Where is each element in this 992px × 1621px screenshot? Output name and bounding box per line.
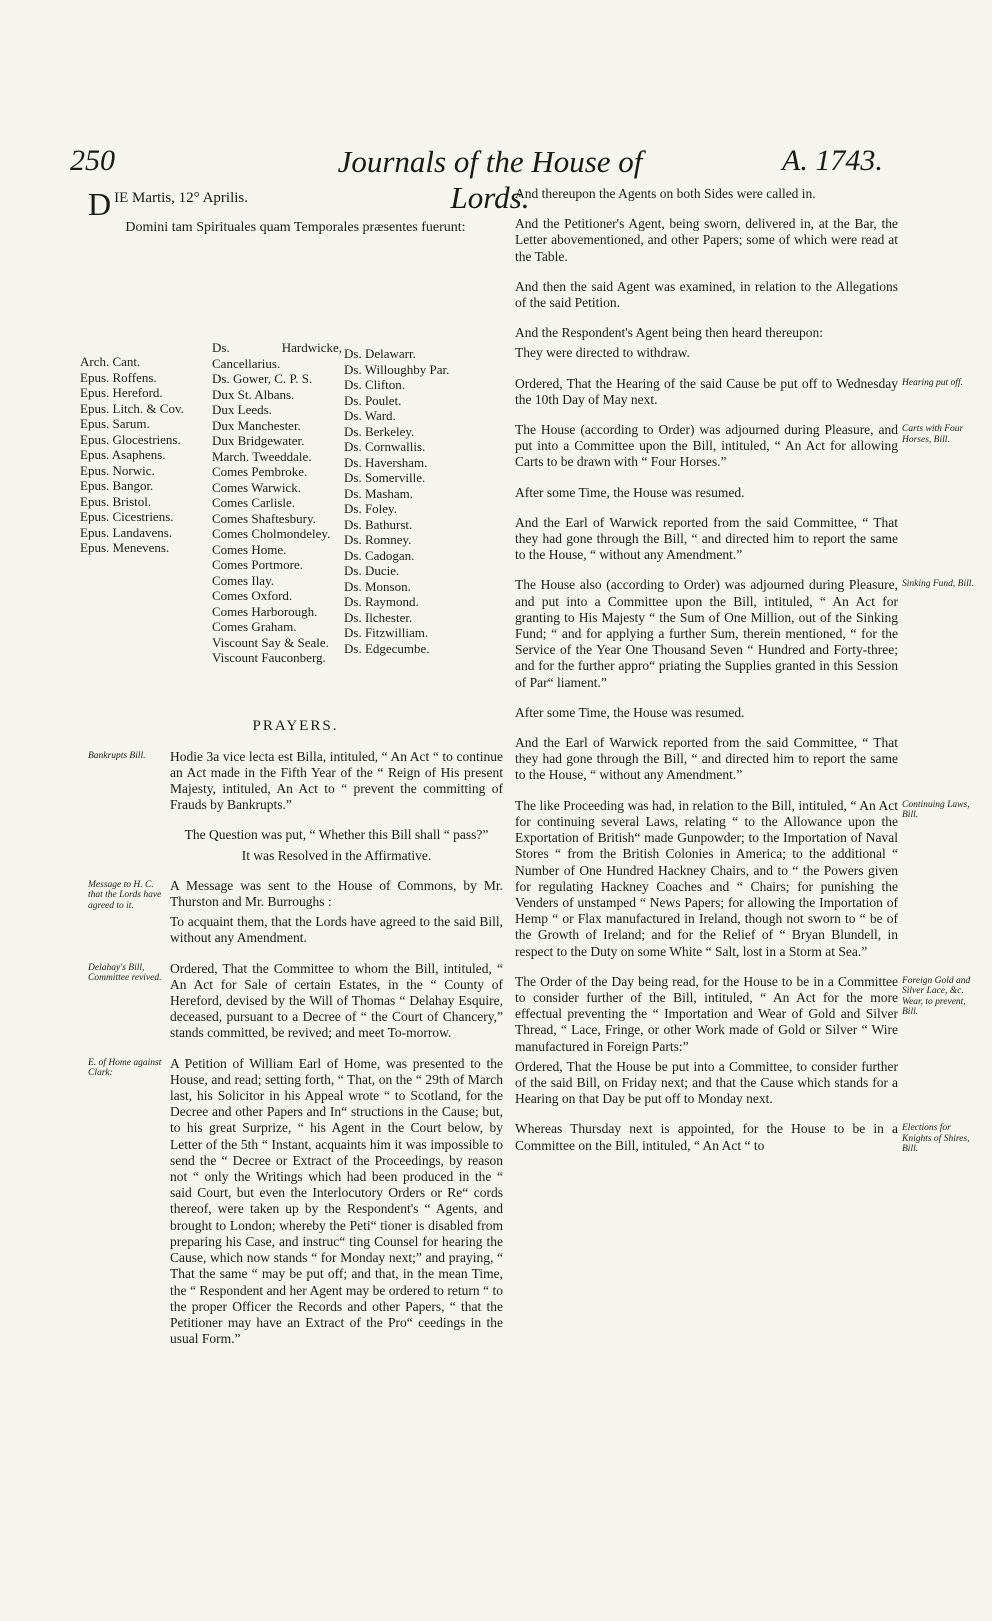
entry-paragraph (170, 827, 503, 843)
paragraph-text: And the Earl of Warwick reported from the said Committee, “ That they had gone through the Bill, “ and directed him to report the same to the House, “ without any Amendment.” (515, 735, 898, 783)
margin-note: Message to H. C. that the Lords have agreed to it. (88, 879, 162, 911)
entry-paragraph (515, 705, 898, 721)
entry-paragraph (88, 1055, 503, 1348)
entry-paragraph (170, 914, 503, 946)
paragraph-text: They were directed to withdraw. (515, 345, 690, 361)
margin-note: Foreign Gold and Silver Lace, &c. Wear, to prevent, Bill. (902, 975, 971, 1018)
prayers-heading: PRAYERS. (252, 718, 339, 735)
lord-entry: Ds. Cornwallis. (344, 439, 426, 455)
lord-entry: Epus. Bristol. (80, 493, 152, 509)
lord-entry: Ds. Romney. (344, 532, 412, 548)
lord-entry: Epus. Menevens. (80, 540, 170, 556)
lord-entry: Comes Cholmondeley. (212, 526, 331, 542)
page-year: A. 1743. (782, 144, 883, 177)
paragraph-text: And the Respondent's Agent being then heard thereupon: (515, 325, 823, 341)
margin-note: Bankrupts Bill. (88, 750, 146, 761)
drop-cap: D (88, 186, 112, 222)
lord-entry: Ds. Gower, C. P. S. (212, 371, 313, 387)
entry-paragraph (515, 485, 898, 501)
entry-paragraph (88, 960, 503, 1042)
entry-paragraph (515, 735, 898, 784)
temporal-lords-column (212, 340, 342, 666)
paragraph-text: Ordered, That the Committee to whom the Bill, intituled, “ An Act for Sale of certain Estates, in the “ County of Hereford, devised by the Will of Thomas “ Delahay Esquire, deceased, pursuant to a Decree of “ the Court of Chancery,” stands committed, be revived; and meet To-morrow. (170, 960, 503, 1041)
lord-entry: Comes Pembroke. (212, 464, 308, 480)
lord-entry: Viscount Say & Seale. (212, 634, 329, 650)
paragraph-text: To acquaint them, that the Lords have agreed to the said Bill, without any Amendment. (170, 914, 503, 946)
barons-column (344, 346, 449, 656)
lord-entry: Comes Ilay. (212, 572, 274, 588)
entry-paragraph (88, 748, 503, 814)
lord-entry: Epus. Cicestriens. (80, 509, 174, 525)
lord-entry: Ds. Haversham. (344, 454, 428, 470)
entry-paragraph (515, 422, 964, 471)
lord-entry: Comes Home. (212, 541, 287, 557)
margin-note: Delahay's Bill, Committee revived. (88, 962, 162, 984)
margin-note: Sinking Fund, Bill. (902, 579, 974, 590)
sitting-date-text: IE Martis, 12° Aprilis. (114, 190, 249, 206)
lord-entry: Ds. Foley. (344, 501, 397, 517)
lord-entry: Ds. Delawarr. (344, 346, 416, 362)
paragraph-text: After some Time, the House was resumed. (515, 704, 745, 720)
lord-entry: Epus. Norwic. (80, 462, 155, 478)
paragraph-text: Ordered, That the House be put into a Committee, to consider further of the said Bill, on Friday next; and that the Cause which stands for a Hearing on that Day be put off to Monday next. (515, 1058, 898, 1107)
paragraph-text: The Question was put, “ Whether this Bill shall “ pass?” (184, 827, 489, 843)
paragraph-text: And then the said Agent was examined, in relation to the Allegations of the said Petition. (515, 278, 898, 311)
entry-paragraph (515, 375, 963, 408)
lord-entry: Dux Leeds. (212, 402, 272, 418)
lord-entry: Ds. Edgecumbe. (344, 640, 430, 656)
lord-entry: Ds. Cadogan. (344, 547, 415, 563)
lord-entry: Arch. Cant. (80, 354, 141, 370)
entry-paragraph (515, 216, 898, 265)
lord-entry: Epus. Litch. & Cov. (80, 400, 184, 416)
lord-entry: Ds. Ilchester. (344, 609, 413, 625)
margin-note: Carts with Four Horses, Bill. (902, 424, 964, 445)
lord-entry: Comes Oxford. (212, 588, 293, 604)
bishops-column (80, 354, 184, 556)
lord-entry: Ds. Clifton. (344, 377, 406, 393)
margin-note: E. of Home against Clark: (88, 1057, 162, 1079)
lord-entry: Ds. Masham. (344, 485, 413, 501)
paragraph-text: Hodie 3a vice lecta est Billa, intituled, “ An Act “ to continue an Act made in the Fifth Year of the “ Reign of His present Majesty, intituled, An Act to “ prevent the committing of Frauds by Bankrupts.” (170, 748, 503, 813)
paragraph-text: And the Petitioner's Agent, being sworn, delivered in, at the Bar, the Letter abovementioned, and other Papers; some of which were read at the Table. (515, 216, 898, 264)
lord-entry: Epus. Hereford. (80, 385, 163, 401)
entry-paragraph (515, 515, 898, 564)
entry-paragraph (515, 1121, 970, 1155)
lord-entry: Epus. Bangor. (80, 478, 154, 494)
lord-entry: Comes Harborough. (212, 603, 318, 619)
right-column (515, 186, 974, 1168)
lord-entry: Ds. Ward. (344, 408, 396, 424)
lord-entry: Ds. Willoughby Par. (344, 361, 450, 377)
lord-entry: Ds. Hardwicke, Cancellarius. (212, 340, 342, 371)
entry-paragraph (515, 797, 970, 960)
paragraph-text: And the Earl of Warwick reported from the said Committee, “ That they had gone through the Bill, “ and directed him to report the same to the House, “ without any Amendment.” (515, 514, 898, 563)
left-body (88, 748, 503, 1348)
lord-entry: Epus. Roffens. (80, 369, 157, 385)
lord-entry: Ds. Somerville. (344, 470, 426, 486)
paragraph-text: After some Time, the House was resumed. (515, 484, 745, 500)
margin-note: Continuing Laws, Bill. (902, 799, 970, 821)
lord-entry: Comes Carlisle. (212, 495, 296, 511)
lords-present-list (80, 248, 503, 666)
lord-entry: Ds. Monson. (344, 578, 411, 594)
lord-entry: Comes Graham. (212, 619, 297, 635)
lord-entry: Ds. Ducie. (344, 563, 400, 579)
paragraph-text: Ordered, That the Hearing of the said Cause be put off to Wednesday the 10th Day of May next. (515, 375, 898, 407)
lord-entry: Ds. Raymond. (344, 594, 419, 610)
paragraph-text: The Order of the Day being read, for the House to be in a Committee to consider further of the Bill, intituled, “ An Act for the more effectual preventing the “ Importation and Wear of Gold and Silver Thread, “ Lace, Fringe, or other Work made of Gold or Silver “ Wire manufactured in Foreign Parts:” (515, 973, 898, 1054)
paragraph-text: And thereupon the Agents on both Sides were called in. (515, 186, 816, 201)
lord-entry: Dux Manchester. (212, 417, 301, 433)
lord-entry: Comes Warwick. (212, 479, 301, 495)
page-title: Journals of the House of Lords. (337, 144, 643, 215)
lord-entry: Comes Portmore. (212, 557, 303, 573)
entry-paragraph (515, 325, 898, 341)
lord-entry: Epus. Landavens. (80, 524, 173, 540)
paragraph-text: The House also (according to Order) was adjourned during Pleasure, and put into a Committee upon the Bill, intituled, “ An Act for granting to His Majesty “ the Sum of One Million, out of the Sinking Fund; “ and for applying a further Sum, therein mentioned, “ for the Service of the Year One Thousand Seven “ Hundred and Forty-three; and for the further appro“ priating the Supplies granted in this Session of Par“ liament.” (515, 577, 898, 690)
lord-entry: Epus. Asaphens. (80, 447, 166, 463)
entry-paragraph (88, 877, 503, 911)
attendance-heading: Domini tam Spirituales quam Temporales præsentes fuerunt: (125, 220, 466, 236)
entry-paragraph (515, 345, 898, 361)
paragraph-text: Whereas Thursday next is appointed, for the House to be in a Committee on the Bill, intituled, “ An Act “ to (515, 1121, 898, 1153)
paragraph-text: The like Proceeding was had, in relation to the Bill, intituled, “ An Act for continuing several Laws, relating “ to the Allowance upon the Exportation of British“ made Gunpowder; to the Importation of Naval Stores “ from the British Colonies in America; to the additional “ Number of One Hundred Hackney Chairs, and to “ the Powers given for regulating Hackney Coaches and “ Chairs; for punishing the Venders of unstamped “ News Papers; for allowing the Importation of Hemp “ or Flax manufactured in Ireland, though not sworn to “ be of the Growth of Ireland; and for the Relief of “ Bryan Blundell, in respect to the Duty on some White “ Salt, lost in a Storm at Sea.” (515, 797, 898, 959)
paragraph-text: A Petition of William Earl of Home, was presented to the House, and read; setting forth, “ That, on the “ 29th of March last, his Solicitor in his Appeal wrote “ to Scotland, for the Decree and other Papers and In“ structions in the Cause; but, to his great Surprize, “ his Agent in the Court below, by Letter of the 5th “ Instant, acquaints him it was impossible to send the “ Decree or Extract of the Proceedings, by reason not “ only the Writings which had been produced in the “ said Court, but even the Interlocutory Orders or Re“ cords thereof, were taken up by the Respondent's “ Agents, and brought to London; whereby the Peti“ tioner is disabled from preparing his Case, and instruc“ ting Counsel for hearing the Cause, which now stands “ for Monday next;” and praying, “ That the same “ may be put off; and that, in the mean Time, the “ Respondent and her Agent may be ordered to return “ to the proper Officer the Records and other Papers, “ that the Petitioner may have an Extract of the Pro“ ceedings in the usual Form.” (170, 1055, 503, 1347)
entry-paragraph (170, 848, 503, 864)
page-number: 250 (70, 144, 115, 177)
paragraph-text: The House (according to Order) was adjourned during Pleasure, and put into a Committee upon the Bill, intituled, “ An Act for allowing Carts to be drawn with “ Four Horses.” (515, 422, 898, 470)
lord-entry: Epus. Glocestriens. (80, 431, 181, 447)
paragraph-text: A Message was sent to the House of Commons, by Mr. Thurston and Mr. Burroughs : (170, 877, 503, 910)
lord-entry: Dux Bridgewater. (212, 433, 305, 449)
lord-entry: Ds. Fitzwilliam. (344, 625, 429, 641)
left-column (80, 186, 503, 1361)
lord-entry: Ds. Berkeley. (344, 423, 415, 439)
entry-paragraph (515, 973, 971, 1055)
entry-paragraph (515, 1059, 898, 1108)
sitting-date (88, 186, 503, 222)
lord-entry: Ds. Bathurst. (344, 516, 413, 532)
lord-entry: Epus. Sarum. (80, 416, 150, 432)
paragraph-text: It was Resolved in the Affirmative. (241, 847, 432, 863)
entry-paragraph (515, 577, 974, 690)
margin-note: Elections for Knights of Shires, Bill. (902, 1123, 970, 1155)
lord-entry: Comes Shaftesbury. (212, 510, 316, 526)
lord-entry: March. Tweeddale. (212, 448, 312, 464)
entry-paragraph (515, 186, 898, 202)
lord-entry: Viscount Fauconberg. (212, 650, 326, 666)
lord-entry: Ds. Poulet. (344, 392, 402, 408)
margin-note: Hearing put off. (902, 377, 963, 388)
lord-entry: Dux St. Albans. (212, 386, 295, 402)
entry-paragraph (515, 279, 898, 311)
